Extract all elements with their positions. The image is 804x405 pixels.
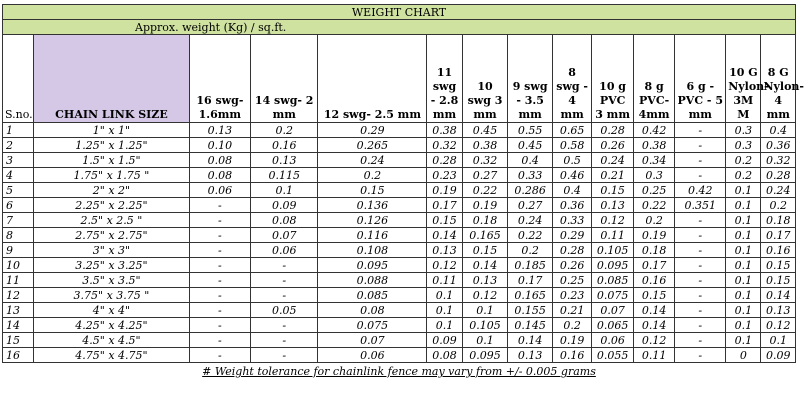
weight-cell: 0.15 xyxy=(633,288,675,303)
weight-cell: - xyxy=(189,273,250,288)
header-column: 11 swg - 2.8 mm xyxy=(427,35,462,123)
table-row xyxy=(3,198,796,213)
title-row xyxy=(3,5,796,20)
weight-cell: 0.19 xyxy=(427,183,462,198)
weight-cell: - xyxy=(675,318,726,333)
weight-cell: 0.095 xyxy=(592,258,634,273)
weight-cell: 0.28 xyxy=(427,153,462,168)
weight-cell: - xyxy=(250,348,317,363)
chart-subtitle: Approx. weight (Kg) / sq.ft. xyxy=(3,20,796,35)
weight-cell: 0.17 xyxy=(633,258,675,273)
weight-cell: 0.17 xyxy=(761,228,796,243)
weight-cell: - xyxy=(189,333,250,348)
weight-cell: 0.33 xyxy=(508,168,553,183)
weight-cell: - xyxy=(189,198,250,213)
weight-cell: 0.1 xyxy=(726,243,761,258)
weight-cell: 0.06 xyxy=(250,243,317,258)
chain-link-size-cell: 2.25" x 2.25" xyxy=(34,198,190,213)
weight-cell: 0.15 xyxy=(592,183,634,198)
weight-cell: 0.15 xyxy=(462,243,508,258)
row-number: 5 xyxy=(3,183,34,198)
weight-cell: - xyxy=(250,273,317,288)
weight-cell: 0.42 xyxy=(675,183,726,198)
weight-cell: 0.13 xyxy=(427,243,462,258)
weight-cell: 0.13 xyxy=(250,153,317,168)
weight-cell: 0.28 xyxy=(761,168,796,183)
chain-link-size-cell: 2.75" x 2.75" xyxy=(34,228,190,243)
header-column: 8 swg - 4 mm xyxy=(552,35,591,123)
weight-cell: 0.12 xyxy=(462,288,508,303)
weight-cell: 0.08 xyxy=(189,168,250,183)
weight-chart-table xyxy=(2,4,804,363)
weight-cell: 0.3 xyxy=(726,123,761,138)
weight-cell: 0.105 xyxy=(462,318,508,333)
weight-cell: 0.07 xyxy=(592,303,634,318)
weight-cell: 0.16 xyxy=(250,138,317,153)
weight-cell: 0.34 xyxy=(633,153,675,168)
weight-cell: 0.12 xyxy=(761,318,796,333)
header-chain-link-size: CHAIN LINK SIZE xyxy=(34,35,190,123)
weight-cell: 0.14 xyxy=(633,303,675,318)
weight-cell: 0.29 xyxy=(552,228,591,243)
chain-link-size-cell: 1.25" x 1.25" xyxy=(34,138,190,153)
weight-cell: 0.2 xyxy=(250,123,317,138)
weight-cell: - xyxy=(675,303,726,318)
weight-cell: 0.09 xyxy=(427,333,462,348)
chart-title: WEIGHT CHART xyxy=(3,5,796,20)
weight-cell: - xyxy=(675,243,726,258)
table-row xyxy=(3,303,796,318)
table-row xyxy=(3,243,796,258)
weight-cell: 0.45 xyxy=(462,123,508,138)
weight-cell: 0.075 xyxy=(592,288,634,303)
weight-cell: 0.2 xyxy=(318,168,427,183)
weight-cell: 0.136 xyxy=(318,198,427,213)
weight-cell: 0.17 xyxy=(427,198,462,213)
table-row xyxy=(3,138,796,153)
weight-cell: 0.28 xyxy=(592,123,634,138)
table-row xyxy=(3,123,796,138)
row-number: 2 xyxy=(3,138,34,153)
weight-cell: 0.1 xyxy=(726,258,761,273)
header-column: 10 G Nylon-3M M xyxy=(726,35,761,123)
weight-cell: 0.58 xyxy=(552,138,591,153)
weight-cell: 0.1 xyxy=(250,183,317,198)
weight-cell: 0.12 xyxy=(592,213,634,228)
weight-cell: 0.08 xyxy=(189,153,250,168)
weight-cell: 0.1 xyxy=(427,318,462,333)
weight-cell: - xyxy=(189,303,250,318)
weight-cell: 0.1 xyxy=(427,288,462,303)
weight-cell: - xyxy=(675,168,726,183)
weight-cell: - xyxy=(675,348,726,363)
weight-cell: 0.1 xyxy=(726,318,761,333)
weight-cell: 0.16 xyxy=(761,243,796,258)
weight-cell: 0.095 xyxy=(462,348,508,363)
weight-cell: - xyxy=(675,138,726,153)
weight-cell: 0.1 xyxy=(726,288,761,303)
weight-cell: 0.28 xyxy=(552,243,591,258)
chain-link-size-cell: 4" x 4" xyxy=(34,303,190,318)
weight-cell: 0.165 xyxy=(508,288,553,303)
weight-cell: 0.13 xyxy=(508,348,553,363)
weight-cell: - xyxy=(675,153,726,168)
weight-cell: 0.21 xyxy=(592,168,634,183)
weight-cell: 0.1 xyxy=(726,228,761,243)
weight-cell: 0.286 xyxy=(508,183,553,198)
row-number: 12 xyxy=(3,288,34,303)
weight-cell: 0.42 xyxy=(633,123,675,138)
weight-cell: 0.32 xyxy=(462,153,508,168)
table-row xyxy=(3,288,796,303)
weight-cell: 0.2 xyxy=(508,243,553,258)
weight-cell: 0.085 xyxy=(318,288,427,303)
weight-cell: - xyxy=(189,348,250,363)
weight-cell: 0.351 xyxy=(675,198,726,213)
table-row xyxy=(3,333,796,348)
weight-cell: 0.2 xyxy=(726,153,761,168)
weight-cell: 0.18 xyxy=(761,213,796,228)
weight-cell: 0.1 xyxy=(726,303,761,318)
weight-cell: 0.38 xyxy=(427,123,462,138)
weight-cell: 0.115 xyxy=(250,168,317,183)
weight-cell: 0.265 xyxy=(318,138,427,153)
weight-cell: - xyxy=(250,288,317,303)
weight-cell: 0.45 xyxy=(508,138,553,153)
weight-cell: 0 xyxy=(726,348,761,363)
weight-cell: 0.09 xyxy=(250,198,317,213)
row-number: 4 xyxy=(3,168,34,183)
weight-cell: - xyxy=(675,258,726,273)
chain-link-size-cell: 1.75" x 1.75 " xyxy=(34,168,190,183)
row-number: 15 xyxy=(3,333,34,348)
weight-cell: 0.116 xyxy=(318,228,427,243)
weight-cell: 0.088 xyxy=(318,273,427,288)
table-row xyxy=(3,183,796,198)
weight-cell: 0.15 xyxy=(761,258,796,273)
weight-cell: 0.36 xyxy=(761,138,796,153)
weight-cell: 0.32 xyxy=(427,138,462,153)
chain-link-size-cell: 1" x 1" xyxy=(34,123,190,138)
weight-cell: 0.07 xyxy=(318,333,427,348)
weight-cell: 0.3 xyxy=(633,168,675,183)
header-column: 10 g PVC 3 mm xyxy=(592,35,634,123)
row-number: 14 xyxy=(3,318,34,333)
weight-cell: 0.12 xyxy=(427,258,462,273)
weight-cell: 0.24 xyxy=(318,153,427,168)
chain-link-size-cell: 3.5" x 3.5" xyxy=(34,273,190,288)
weight-chart-document xyxy=(2,4,804,378)
table-row xyxy=(3,348,796,363)
weight-cell: - xyxy=(250,258,317,273)
weight-cell: 0.1 xyxy=(726,183,761,198)
weight-cell: 0.1 xyxy=(726,198,761,213)
weight-cell: 0.14 xyxy=(427,228,462,243)
weight-cell: 0.15 xyxy=(318,183,427,198)
weight-cell: 0.06 xyxy=(592,333,634,348)
weight-cell: 0.055 xyxy=(592,348,634,363)
weight-cell: - xyxy=(250,333,317,348)
weight-cell: 0.1 xyxy=(726,213,761,228)
weight-cell: 0.13 xyxy=(761,303,796,318)
chain-link-size-cell: 2.5" x 2.5 " xyxy=(34,213,190,228)
header-column: 12 swg- 2.5 mm xyxy=(318,35,427,123)
weight-cell: 0.22 xyxy=(508,228,553,243)
weight-cell: 0.08 xyxy=(427,348,462,363)
table-row xyxy=(3,228,796,243)
table-row xyxy=(3,168,796,183)
table-row xyxy=(3,258,796,273)
weight-cell: 0.108 xyxy=(318,243,427,258)
weight-cell: 0.23 xyxy=(427,168,462,183)
weight-cell: 0.24 xyxy=(761,183,796,198)
row-number: 9 xyxy=(3,243,34,258)
weight-cell: 0.145 xyxy=(508,318,553,333)
weight-cell: 0.075 xyxy=(318,318,427,333)
weight-cell: 0.14 xyxy=(462,258,508,273)
weight-cell: 0.2 xyxy=(633,213,675,228)
weight-cell: 0.13 xyxy=(189,123,250,138)
footnote xyxy=(2,365,796,378)
chain-link-size-cell: 4.75" x 4.75" xyxy=(34,348,190,363)
weight-cell: - xyxy=(189,228,250,243)
weight-cell: - xyxy=(189,243,250,258)
weight-cell: 0.4 xyxy=(508,153,553,168)
weight-cell: 0.38 xyxy=(633,138,675,153)
weight-cell: 0.15 xyxy=(761,273,796,288)
header-column: 8 g PVC- 4mm xyxy=(633,35,675,123)
weight-cell: 0.1 xyxy=(726,333,761,348)
header-sno: S.no. xyxy=(3,35,34,123)
weight-cell: 0.13 xyxy=(592,198,634,213)
weight-cell: 0.1 xyxy=(726,273,761,288)
weight-cell: 0.2 xyxy=(552,318,591,333)
header-column: 8 G Nylon- 4 mm xyxy=(761,35,796,123)
weight-cell: - xyxy=(189,318,250,333)
row-number: 6 xyxy=(3,198,34,213)
weight-cell: 0.12 xyxy=(633,333,675,348)
weight-cell: 0.11 xyxy=(633,348,675,363)
row-number: 8 xyxy=(3,228,34,243)
weight-cell: 0.25 xyxy=(552,273,591,288)
weight-cell: 0.06 xyxy=(189,183,250,198)
row-number: 11 xyxy=(3,273,34,288)
chain-link-size-cell: 2" x 2" xyxy=(34,183,190,198)
weight-cell: 0.32 xyxy=(761,153,796,168)
weight-cell: 0.155 xyxy=(508,303,553,318)
weight-cell: 0.22 xyxy=(633,198,675,213)
weight-cell: 0.1 xyxy=(462,333,508,348)
weight-cell: 0.08 xyxy=(318,303,427,318)
chain-link-size-cell: 4.25" x 4.25" xyxy=(34,318,190,333)
weight-cell: 0.46 xyxy=(552,168,591,183)
table-row xyxy=(3,273,796,288)
weight-cell: 0.16 xyxy=(633,273,675,288)
weight-cell: - xyxy=(675,273,726,288)
weight-cell: 0.27 xyxy=(462,168,508,183)
weight-cell: 0.26 xyxy=(552,258,591,273)
weight-cell: - xyxy=(675,123,726,138)
table-row xyxy=(3,153,796,168)
weight-cell: 0.1 xyxy=(462,303,508,318)
weight-cell: 0.14 xyxy=(761,288,796,303)
header-column: 6 g - PVC - 5 mm xyxy=(675,35,726,123)
weight-cell: 0.16 xyxy=(552,348,591,363)
weight-cell: 0.17 xyxy=(508,273,553,288)
weight-cell: 0.38 xyxy=(462,138,508,153)
weight-cell: 0.55 xyxy=(508,123,553,138)
weight-cell: 0.06 xyxy=(318,348,427,363)
weight-cell: 0.13 xyxy=(462,273,508,288)
weight-cell: 0.05 xyxy=(250,303,317,318)
footnote-text: # Weight tolerance for chainlink fence may vary from +/- 0.005 grams xyxy=(202,365,596,378)
header-column: 9 swg - 3.5 mm xyxy=(508,35,553,123)
weight-cell: 0.126 xyxy=(318,213,427,228)
weight-cell: 0.15 xyxy=(427,213,462,228)
weight-cell: 0.19 xyxy=(552,333,591,348)
weight-cell: 0.095 xyxy=(318,258,427,273)
weight-cell: - xyxy=(189,258,250,273)
weight-cell: - xyxy=(675,228,726,243)
weight-cell: 0.26 xyxy=(592,138,634,153)
weight-cell: 0.24 xyxy=(508,213,553,228)
weight-cell: 0.19 xyxy=(633,228,675,243)
weight-cell: 0.2 xyxy=(761,198,796,213)
weight-cell: 0.09 xyxy=(761,348,796,363)
weight-cell: 0.08 xyxy=(250,213,317,228)
weight-cell: 0.4 xyxy=(761,123,796,138)
weight-cell: 0.1 xyxy=(761,333,796,348)
weight-cell: 0.25 xyxy=(633,183,675,198)
row-number: 7 xyxy=(3,213,34,228)
weight-cell: 0.07 xyxy=(250,228,317,243)
weight-cell: - xyxy=(189,288,250,303)
weight-cell: 0.24 xyxy=(592,153,634,168)
weight-cell: 0.65 xyxy=(552,123,591,138)
weight-cell: 0.11 xyxy=(427,273,462,288)
table-row xyxy=(3,318,796,333)
weight-cell: 0.105 xyxy=(592,243,634,258)
weight-cell: - xyxy=(675,213,726,228)
weight-cell: 0.085 xyxy=(592,273,634,288)
weight-cell: - xyxy=(675,288,726,303)
weight-cell: - xyxy=(675,333,726,348)
chain-link-size-cell: 4.5" x 4.5" xyxy=(34,333,190,348)
weight-cell: 0.19 xyxy=(462,198,508,213)
row-number: 13 xyxy=(3,303,34,318)
weight-cell: 0.2 xyxy=(726,168,761,183)
weight-cell: 0.1 xyxy=(427,303,462,318)
row-number: 3 xyxy=(3,153,34,168)
chain-link-size-cell: 3.25" x 3.25" xyxy=(34,258,190,273)
weight-cell: 0.10 xyxy=(189,138,250,153)
row-number: 10 xyxy=(3,258,34,273)
weight-cell: 0.21 xyxy=(552,303,591,318)
weight-cell: 0.065 xyxy=(592,318,634,333)
subtitle-row xyxy=(3,20,796,35)
weight-cell: 0.18 xyxy=(633,243,675,258)
weight-cell: 0.29 xyxy=(318,123,427,138)
chain-link-size-cell: 1.5" x 1.5" xyxy=(34,153,190,168)
row-number: 1 xyxy=(3,123,34,138)
header-row xyxy=(3,35,796,123)
weight-cell: 0.4 xyxy=(552,183,591,198)
weight-cell: 0.22 xyxy=(462,183,508,198)
chain-link-size-cell: 3.75" x 3.75 " xyxy=(34,288,190,303)
weight-cell: 0.165 xyxy=(462,228,508,243)
weight-cell: - xyxy=(189,213,250,228)
weight-cell: 0.5 xyxy=(552,153,591,168)
table-row xyxy=(3,213,796,228)
weight-cell: 0.33 xyxy=(552,213,591,228)
row-number: 16 xyxy=(3,348,34,363)
header-column: 14 swg- 2 mm xyxy=(250,35,317,123)
weight-cell: 0.3 xyxy=(726,138,761,153)
weight-cell: 0.36 xyxy=(552,198,591,213)
weight-cell: 0.11 xyxy=(592,228,634,243)
header-column: 16 swg- 1.6mm xyxy=(189,35,250,123)
weight-cell: 0.23 xyxy=(552,288,591,303)
weight-cell: - xyxy=(250,318,317,333)
weight-cell: 0.185 xyxy=(508,258,553,273)
weight-cell: 0.27 xyxy=(508,198,553,213)
weight-cell: 0.14 xyxy=(508,333,553,348)
chain-link-size-cell: 3" x 3" xyxy=(34,243,190,258)
header-column: 10 swg 3 mm xyxy=(462,35,508,123)
weight-cell: 0.14 xyxy=(633,318,675,333)
weight-cell: 0.18 xyxy=(462,213,508,228)
